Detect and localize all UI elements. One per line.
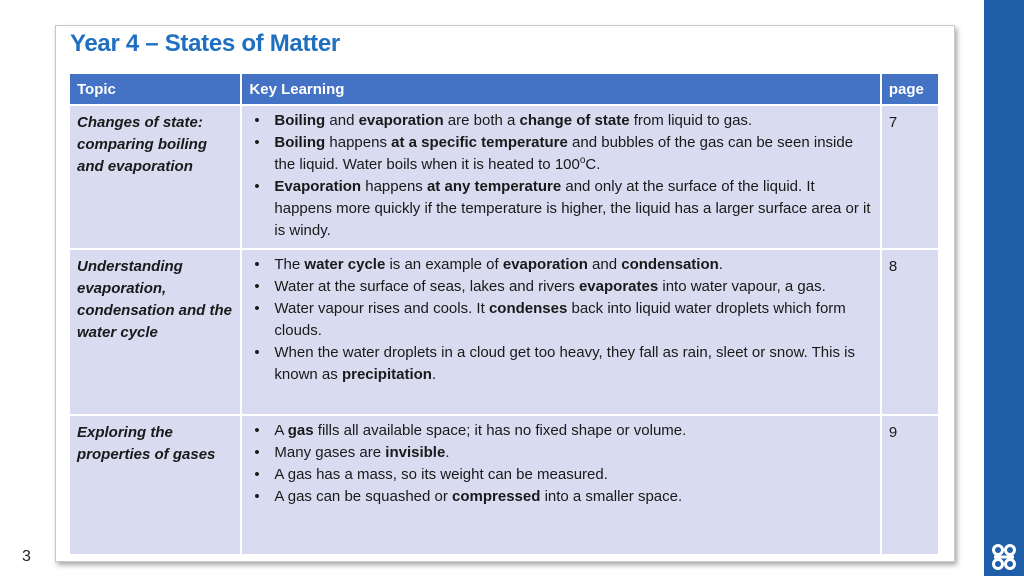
bullet-item: • A gas fills all available space; it has no fixed shape or volume. — [274, 420, 873, 442]
bullet-list — [248, 110, 873, 242]
knowledge-table — [68, 72, 940, 556]
key-learning-cell — [242, 250, 879, 414]
page-title: Year 4 – States of Matter — [70, 30, 340, 57]
school-logo-icon — [990, 542, 1018, 572]
bullet-item: • Water vapour rises and cools. It condenses back into liquid water droplets which form clouds. — [274, 298, 873, 342]
page-cell: 8 — [882, 250, 938, 414]
page-cell: 7 — [882, 106, 938, 248]
topic-header: Topic — [70, 74, 240, 104]
page-cell: 9 — [882, 416, 938, 554]
bullet-item: • Water at the surface of seas, lakes and rivers evaporates into water vapour, a gas. — [274, 276, 873, 298]
topic-cell: Exploring the properties of gases — [70, 416, 240, 554]
bullet-item: • The water cycle is an example of evaporation and condensation. — [274, 254, 873, 276]
bullet-item: • A gas can be squashed or compressed into a smaller space. — [274, 486, 873, 508]
table-header-row — [70, 74, 938, 104]
bullet-item: • When the water droplets in a cloud get too heavy, they fall as rain, sleet or snow. This is known as precipitation. — [274, 342, 873, 386]
bullet-item: • Evaporation happens at any temperature and only at the surface of the liquid. It happens more quickly if the temperature is higher, the liquid has a larger surface area or it is windy. — [274, 176, 873, 242]
bullet-list — [248, 420, 873, 508]
key-learning-header: Key Learning — [242, 74, 879, 104]
bullet-item: • Boiling happens at a specific temperature and bubbles of the gas can be seen inside the liquid. Water boils when it is heated to 100$^o$C. — [274, 132, 873, 176]
key-learning-cell — [242, 416, 879, 554]
page-header: page — [882, 74, 938, 104]
bullet-item: • Many gases are invisible. — [274, 442, 873, 464]
table-row — [70, 106, 938, 248]
slide-card — [55, 25, 955, 562]
table-row — [70, 250, 938, 414]
bullet-list — [248, 254, 873, 386]
bullet-item: • Boiling and evaporation are both a change of state from liquid to gas. — [274, 110, 873, 132]
brand-sidebar — [984, 0, 1024, 576]
table-row — [70, 416, 938, 554]
key-learning-cell — [242, 106, 879, 248]
slide-number: 3 — [22, 548, 31, 565]
topic-cell: Changes of state: comparing boiling and evaporation — [70, 106, 240, 248]
bullet-item: • A gas has a mass, so its weight can be measured. — [274, 464, 873, 486]
topic-cell: Understanding evaporation, condensation and the water cycle — [70, 250, 240, 414]
